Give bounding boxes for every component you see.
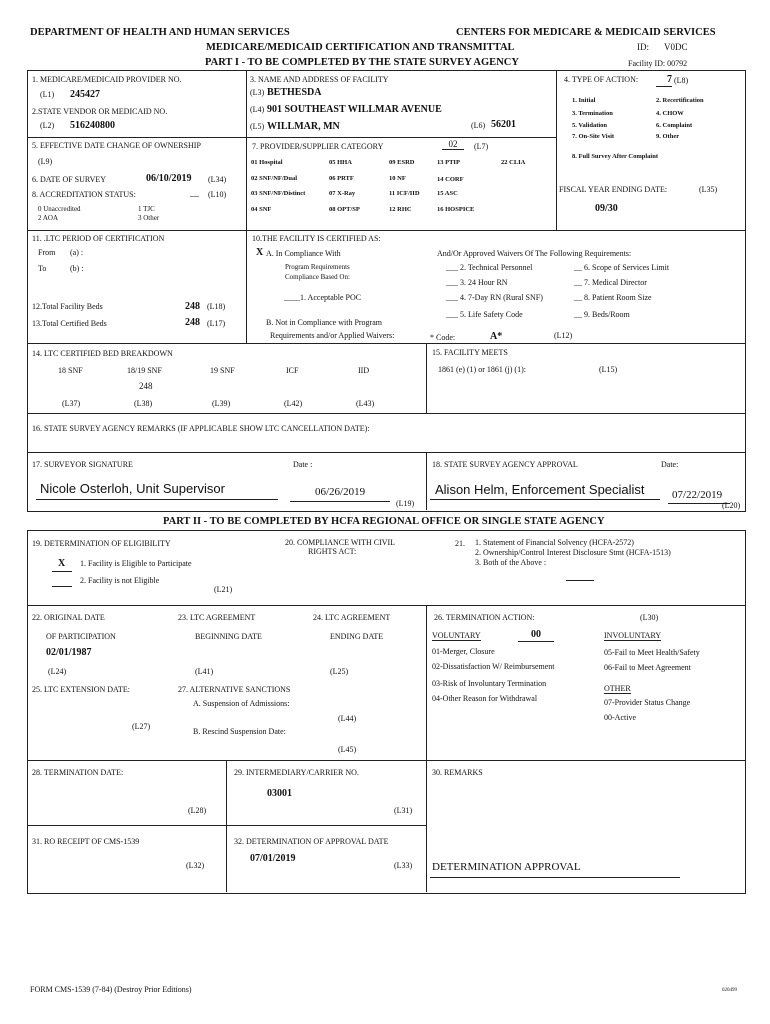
remarks-16-label: 16. STATE SURVEY AGENCY REMARKS (IF APPLICABLE SHOW LTC CANCELLATION DATE): bbox=[32, 424, 370, 433]
action-opt-8: 8. Full Survey After Complaint bbox=[572, 153, 659, 160]
termination-date-label: 28. TERMINATION DATE: bbox=[32, 768, 124, 777]
cat-05: 05 HHA bbox=[329, 159, 352, 166]
eligible-mark: X bbox=[58, 558, 66, 569]
program-req-2: Compliance Based On: bbox=[285, 273, 350, 281]
waivers-title: And/Or Approved Waivers Of The Following Requirements: bbox=[437, 249, 632, 258]
form-footer: FORM CMS-1539 (7-84) (Destroy Prior Editions) bbox=[30, 985, 192, 994]
other-00: 00-Active bbox=[604, 713, 636, 722]
f21-item-1: 1. Statement of Financial Solvency (HCFA-2572) bbox=[475, 538, 634, 547]
vendor-no-value: 516240800 bbox=[70, 120, 115, 131]
l9-code: (L9) bbox=[38, 157, 53, 166]
l5-code: (L5) bbox=[250, 122, 265, 131]
surveyor-signature-label: 17. SURVEYOR SIGNATURE bbox=[32, 460, 133, 469]
f21-item-3: 3. Both of the Above : bbox=[475, 558, 547, 567]
cat-11: 11 ICF/IID bbox=[389, 190, 420, 197]
ltc-period-label: 11. .LTC PERIOD OF CERTIFICATION bbox=[32, 234, 165, 243]
l25-code: (L25) bbox=[330, 667, 349, 676]
code-label: * Code: bbox=[430, 333, 456, 342]
action-opt-2: 2. Recertification bbox=[656, 97, 704, 104]
total-beds-value: 248 bbox=[185, 301, 200, 312]
ltc-end-label-2: ENDING DATE bbox=[330, 632, 384, 641]
ro-receipt-label: 31. RO RECEIPT OF CMS-1539 bbox=[32, 837, 140, 846]
id-label: ID: bbox=[637, 42, 649, 52]
termination-value: 00 bbox=[518, 630, 554, 642]
waiver-5: ___ 5. Life Safety Code bbox=[446, 310, 523, 319]
action-opt-1: 1. Initial bbox=[572, 97, 596, 104]
type-of-action-value: 7 bbox=[656, 75, 672, 87]
involuntary-heading: INVOLUNTARY bbox=[604, 631, 662, 640]
l24-code: (L24) bbox=[48, 667, 67, 676]
invol-05: 05-Fail to Meet Health/Safety bbox=[604, 648, 700, 657]
accred-opt-0: 0 Unaccredited bbox=[38, 205, 81, 213]
civil-rights-label-1: 20. COMPLIANCE WITH CIVIL bbox=[285, 538, 396, 547]
total-beds-label: 12.Total Facility Beds bbox=[32, 302, 103, 311]
ltc-begin-label-2: BEGINNING DATE bbox=[195, 632, 262, 641]
eligibility-label: 19. DETERMINATION OF ELIGIBILITY bbox=[32, 539, 171, 548]
cat-01: 01 Hospital bbox=[251, 159, 283, 166]
from-label: From bbox=[38, 248, 56, 257]
approval-date-value: 07/01/2019 bbox=[250, 853, 296, 864]
provider-no-value: 245427 bbox=[70, 89, 100, 100]
cat-13: 13 PTIP bbox=[437, 159, 460, 166]
facility-address: 901 SOUTHEAST WILLMAR AVENUE bbox=[267, 104, 442, 115]
bed-breakdown-label: 14. LTC CERTIFIED BED BREAKDOWN bbox=[32, 349, 173, 358]
l27-code: (L27) bbox=[132, 722, 151, 731]
facility-meets-text: 1861 (e) (1) or 1861 (j) (1): bbox=[438, 365, 526, 374]
action-opt-3: 3. Termination bbox=[572, 110, 613, 117]
not-compliance-2: Requirements and/or Applied Waivers: bbox=[270, 331, 395, 340]
provider-no-label: 1. MEDICARE/MEDICAID PROVIDER NO. bbox=[32, 75, 182, 84]
fiscal-year-value: 09/30 bbox=[595, 203, 618, 214]
l3-code: (L3) bbox=[250, 88, 265, 97]
original-date-label: 22. ORIGINAL DATE bbox=[32, 613, 105, 622]
cat-04: 04 SNF bbox=[251, 206, 272, 213]
ltc-extension-label: 25. LTC EXTENSION DATE: bbox=[32, 685, 130, 694]
l41-code: (L41) bbox=[195, 667, 214, 676]
l30-code: (L30) bbox=[640, 613, 659, 622]
sanctions-label: 27. ALTERNATIVE SANCTIONS bbox=[178, 685, 291, 694]
acceptable-poc: ____1. Acceptable POC bbox=[284, 293, 362, 302]
l38-code: (L38) bbox=[134, 399, 153, 408]
remarks-30-value: DETERMINATION APPROVAL bbox=[432, 861, 581, 873]
other-07: 07-Provider Status Change bbox=[604, 698, 691, 707]
waiver-8: __ 8. Patient Room Size bbox=[574, 293, 652, 302]
cat-02: 02 SNF/NF/Dual bbox=[251, 175, 298, 182]
agency-approval-label: 18. STATE SURVEY AGENCY APPROVAL bbox=[432, 460, 578, 469]
l35-code: (L35) bbox=[699, 185, 718, 194]
facility-zip: 56201 bbox=[491, 119, 516, 130]
rescind-label: B. Rescind Suspension Date: bbox=[193, 727, 286, 736]
cms-heading: CENTERS FOR MEDICARE & MEDICAID SERVICES bbox=[456, 27, 716, 38]
l21-code: (L21) bbox=[214, 585, 233, 594]
l20-code: (L20) bbox=[722, 501, 741, 510]
civil-rights-label-2: RIGHTS ACT: bbox=[308, 547, 357, 556]
waiver-3: ___ 3. 24 Hour RN bbox=[446, 278, 508, 287]
l17-code: (L17) bbox=[207, 319, 226, 328]
l28-code: (L28) bbox=[188, 806, 207, 815]
vol-03: 03-Risk of Involuntary Termination bbox=[432, 679, 547, 688]
certified-as-label: 10.THE FACILITY IS CERTIFIED AS: bbox=[252, 234, 381, 243]
compliance-a-label: A. In Compliance With bbox=[266, 249, 341, 258]
original-date-label-2: OF PARTICIPATION bbox=[46, 632, 116, 641]
id-value: V0DC bbox=[664, 42, 688, 52]
dept-heading: DEPARTMENT OF HEALTH AND HUMAN SERVICES bbox=[30, 27, 290, 38]
l31-code: (L31) bbox=[394, 806, 413, 815]
col-iid: IID bbox=[358, 366, 370, 375]
code-value: A* bbox=[490, 331, 503, 342]
part2-heading: PART II - TO BE COMPLETED BY HCFA REGIONAL OFFICE OR SINGLE STATE AGENCY bbox=[163, 516, 605, 527]
invol-06: 06-Fail to Meet Agreement bbox=[604, 663, 691, 672]
approval-date-label: 32. DETERMINATION OF APPROVAL DATE bbox=[234, 837, 389, 846]
l8-code: (L8) bbox=[674, 76, 689, 85]
cat-09: 09 ESRD bbox=[389, 159, 415, 166]
l37-code: (L37) bbox=[62, 399, 81, 408]
cat-03: 03 SNF/NF/Distinct bbox=[251, 190, 306, 197]
l19-code: (L19) bbox=[396, 499, 415, 508]
intermediary-label: 29. INTERMEDIARY/CARRIER NO. bbox=[234, 768, 359, 777]
waiver-4: ___ 4. 7-Day RN (Rural SNF) bbox=[446, 293, 543, 302]
termination-action-label: 26. TERMINATION ACTION: bbox=[434, 613, 535, 622]
accreditation-value: __ bbox=[190, 188, 199, 198]
l7-code: (L7) bbox=[474, 142, 489, 151]
surveyor-date: 06/26/2019 bbox=[315, 486, 366, 498]
type-of-action-label: 4. TYPE OF ACTION: bbox=[564, 75, 639, 84]
action-opt-6: 6. Complaint bbox=[656, 122, 693, 129]
waiver-9: __ 9. Beds/Room bbox=[574, 310, 630, 319]
voluntary-heading: VOLUNTARY bbox=[432, 631, 481, 640]
from-code: (a) : bbox=[70, 248, 84, 257]
l15-code: (L15) bbox=[599, 365, 618, 374]
agency-date-label: Date: bbox=[661, 460, 679, 469]
f21-label: 21. bbox=[455, 539, 465, 548]
col-icf: ICF bbox=[286, 366, 299, 375]
action-opt-5: 5. Validation bbox=[572, 122, 608, 129]
l42-code: (L42) bbox=[284, 399, 303, 408]
chow-date-label: 5. EFFECTIVE DATE CHANGE OF OWNERSHIP bbox=[32, 141, 201, 150]
form-number: 020499 bbox=[722, 988, 737, 993]
provider-category-value: 02 bbox=[442, 140, 464, 150]
l43-code: (L43) bbox=[356, 399, 375, 408]
certified-beds-value: 248 bbox=[185, 317, 200, 328]
ltc-begin-label: 23. LTC AGREEMENT bbox=[178, 613, 256, 622]
l44-code: (L44) bbox=[338, 714, 357, 723]
l33-code: (L33) bbox=[394, 861, 413, 870]
cat-06: 06 PRTF bbox=[329, 175, 354, 182]
waiver-2: ___ 2. Technical Personnel bbox=[446, 263, 533, 272]
l2-code: (L2) bbox=[40, 121, 55, 130]
other-heading: OTHER bbox=[604, 684, 631, 693]
l18-code: (L18) bbox=[207, 302, 226, 311]
l34-code: (L34) bbox=[208, 175, 227, 184]
l32-code: (L32) bbox=[186, 861, 205, 870]
accred-opt-1: 1 TJC bbox=[138, 205, 155, 213]
cat-14: 14 CORF bbox=[437, 176, 464, 183]
agency-signature: Alison Helm, Enforcement Specialist bbox=[435, 482, 645, 497]
l1-code: (L1) bbox=[40, 90, 55, 99]
vol-02: 02-Dissatisfaction W/ Reimbursement bbox=[432, 662, 555, 671]
f21-item-2: 2. Ownership/Control Interest Disclosure Stmt (HCFA-1513) bbox=[475, 548, 671, 557]
suspension-label: A. Suspension of Admissions: bbox=[193, 699, 290, 708]
provider-category-label: 7. PROVIDER/SUPPLIER CATEGORY bbox=[252, 142, 384, 151]
cat-12: 12 RHC bbox=[389, 206, 412, 213]
facility-meets-label: 15. FACILITY MEETS bbox=[432, 348, 508, 357]
action-opt-9: 9. Other bbox=[656, 133, 680, 140]
ltc-end-label: 24. LTC AGREEMENT bbox=[313, 613, 391, 622]
facility-id: Facility ID: 00792 bbox=[628, 59, 688, 68]
not-eligible-opt: 2. Facility is not Eligible bbox=[80, 576, 160, 585]
cat-07: 07 X-Ray bbox=[329, 190, 356, 197]
vol-01: 01-Merger, Closure bbox=[432, 647, 495, 656]
compliance-mark: X bbox=[256, 247, 264, 258]
facility-name: BETHESDA bbox=[267, 87, 322, 98]
facility-name-label: 3. NAME AND ADDRESS OF FACILITY bbox=[250, 75, 389, 84]
waiver-7: __ 7. Medical Director bbox=[574, 278, 647, 287]
cat-22: 22 CLIA bbox=[501, 159, 526, 166]
l6-code: (L6) bbox=[471, 121, 486, 130]
accred-opt-2: 2 AOA bbox=[38, 214, 59, 222]
certified-beds-label: 13.Total Certified Beds bbox=[32, 319, 107, 328]
vendor-no-label: 2.STATE VENDOR OR MEDICAID NO. bbox=[32, 107, 168, 116]
l10-code: (L10) bbox=[208, 190, 227, 199]
waiver-6: __ 6. Scope of Services Limit bbox=[574, 263, 670, 272]
cat-10: 10 NF bbox=[389, 175, 406, 182]
l4-code: (L4) bbox=[250, 105, 265, 114]
part1-heading: PART I - TO BE COMPLETED BY THE STATE SURVEY AGENCY bbox=[205, 57, 519, 68]
col-19snf: 19 SNF bbox=[210, 366, 235, 375]
surveyor-signature: Nicole Osterloh, Unit Supervisor bbox=[40, 481, 225, 496]
program-req-1: Program Requirements bbox=[285, 263, 350, 271]
to-code: (b) : bbox=[70, 264, 84, 273]
l12-code: (L12) bbox=[554, 331, 573, 340]
cat-08: 08 OPT/SP bbox=[329, 206, 360, 213]
l45-code: (L45) bbox=[338, 745, 357, 754]
eligible-opt: 1. Facility is Eligible to Participate bbox=[80, 559, 192, 568]
accred-opt-3: 3 Other bbox=[138, 214, 160, 222]
action-opt-4: 4. CHOW bbox=[656, 110, 684, 117]
survey-date-label: 6. DATE OF SURVEY bbox=[32, 175, 107, 184]
form-title: MEDICARE/MEDICAID CERTIFICATION AND TRANSMITTAL bbox=[206, 42, 515, 53]
fiscal-year-label: FISCAL YEAR ENDING DATE: bbox=[559, 185, 668, 194]
original-date-value: 02/01/1987 bbox=[46, 647, 92, 658]
to-label: To bbox=[38, 264, 47, 273]
cat-16: 16 HOSPICE bbox=[437, 206, 475, 213]
l39-code: (L39) bbox=[212, 399, 231, 408]
col-1819snf: 18/19 SNF bbox=[127, 366, 162, 375]
not-compliance-1: B. Not in Compliance with Program bbox=[266, 318, 382, 327]
cat-15: 15 ASC bbox=[437, 190, 458, 197]
facility-city: WILLMAR, MN bbox=[267, 121, 340, 132]
agency-date: 07/22/2019 bbox=[672, 489, 723, 501]
surveyor-date-label: Date : bbox=[293, 460, 313, 469]
survey-date-value: 06/10/2019 bbox=[146, 173, 192, 184]
vol-04: 04-Other Reason for Withdrawal bbox=[432, 694, 538, 703]
action-opt-7: 7. On-Site Visit bbox=[572, 133, 615, 140]
beds-1819-value: 248 bbox=[139, 381, 153, 391]
accreditation-label: 8. ACCREDITATION STATUS: bbox=[32, 190, 136, 199]
remarks-30-label: 30. REMARKS bbox=[432, 768, 483, 777]
intermediary-value: 03001 bbox=[267, 788, 292, 799]
col-18snf: 18 SNF bbox=[58, 366, 83, 375]
